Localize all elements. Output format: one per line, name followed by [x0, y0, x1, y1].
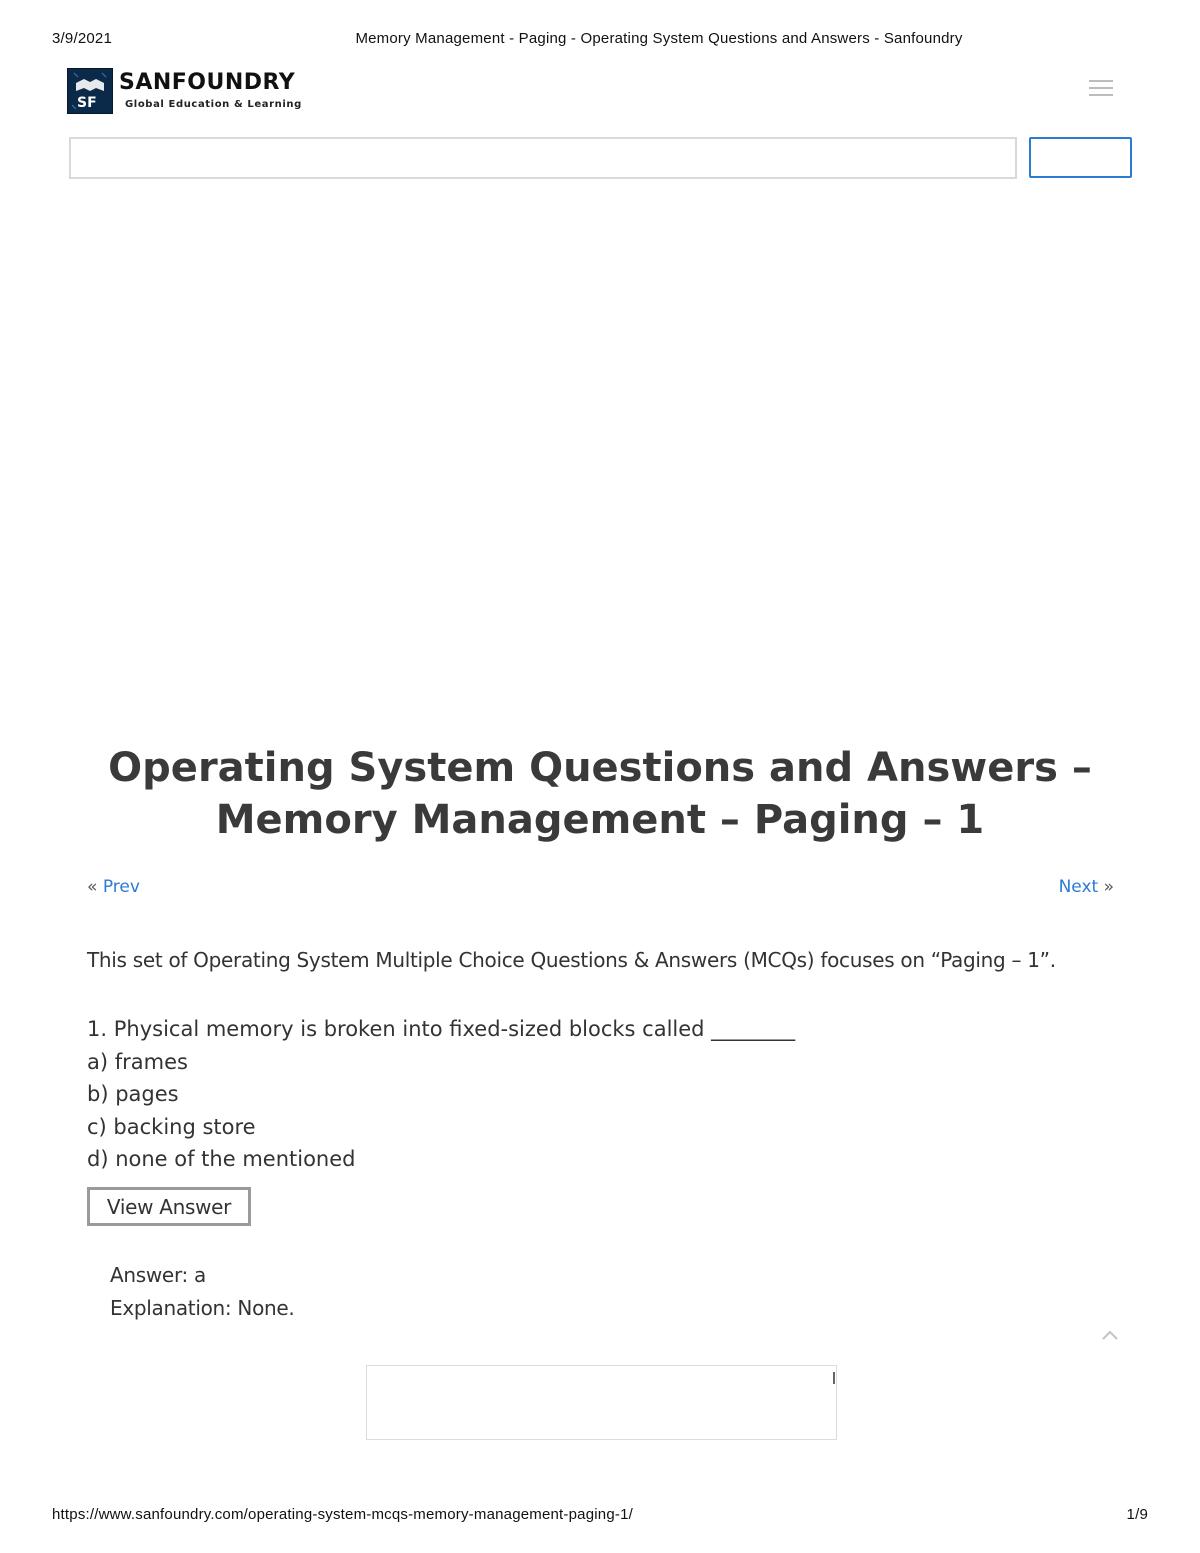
intro-text: This set of Operating System Multiple Choice Questions & Answers (MCQs) focuses on “Paging – 1”.	[87, 948, 1056, 972]
page-title-line2: Memory Management – Paging – 1	[215, 797, 985, 843]
option-c: c) backing store	[87, 1114, 256, 1139]
prev-link[interactable]: Prev	[102, 877, 140, 897]
brand-name: SANFOUNDRY	[119, 70, 296, 95]
question-number: 1.	[87, 1017, 108, 1041]
print-date: 3/9/2021	[52, 30, 112, 47]
question-1	[87, 1013, 1127, 1176]
ad-placeholder	[366, 1365, 837, 1440]
option-d: d) none of the mentioned	[87, 1147, 356, 1171]
logo-mark-text: SF	[77, 95, 97, 111]
pager-next	[1059, 877, 1114, 897]
option-a: a) frames	[87, 1049, 188, 1074]
site-logo[interactable]	[67, 67, 302, 115]
chevron-up-icon[interactable]	[1101, 1327, 1119, 1341]
question-text	[87, 1013, 1127, 1046]
answer-block	[110, 1259, 294, 1324]
print-page-title: Memory Management - Paging - Operating System Questions and Answers - Sanfoundry	[355, 30, 963, 47]
hamburger-icon[interactable]	[1089, 80, 1113, 98]
prev-arrow-icon: «	[87, 877, 98, 897]
answer-text: Answer: a	[110, 1263, 206, 1287]
pager-prev	[87, 877, 140, 897]
search-button[interactable]	[1029, 137, 1132, 178]
print-page-number: 1/9	[1126, 1506, 1148, 1523]
view-answer-button[interactable]: View Answer	[87, 1187, 251, 1226]
logo-mark-icon	[67, 68, 113, 114]
brand-tagline: Global Education & Learning	[125, 99, 302, 110]
next-link[interactable]: Next	[1058, 877, 1099, 897]
print-url: https://www.sanfoundry.com/operating-system-mcqs-memory-management-paging-1/	[52, 1506, 633, 1523]
page-title	[0, 742, 1200, 846]
explanation-text: Explanation: None.	[110, 1295, 295, 1320]
option-b: b) pages	[87, 1082, 179, 1106]
ad-menu-icon[interactable]	[833, 1372, 835, 1384]
question-body: Physical memory is broken into fixed-sized blocks called ________	[113, 1017, 796, 1041]
next-arrow-icon: »	[1103, 877, 1114, 897]
search-input[interactable]	[69, 137, 1017, 179]
page-title-line1: Operating System Questions and Answers –	[108, 745, 1092, 791]
